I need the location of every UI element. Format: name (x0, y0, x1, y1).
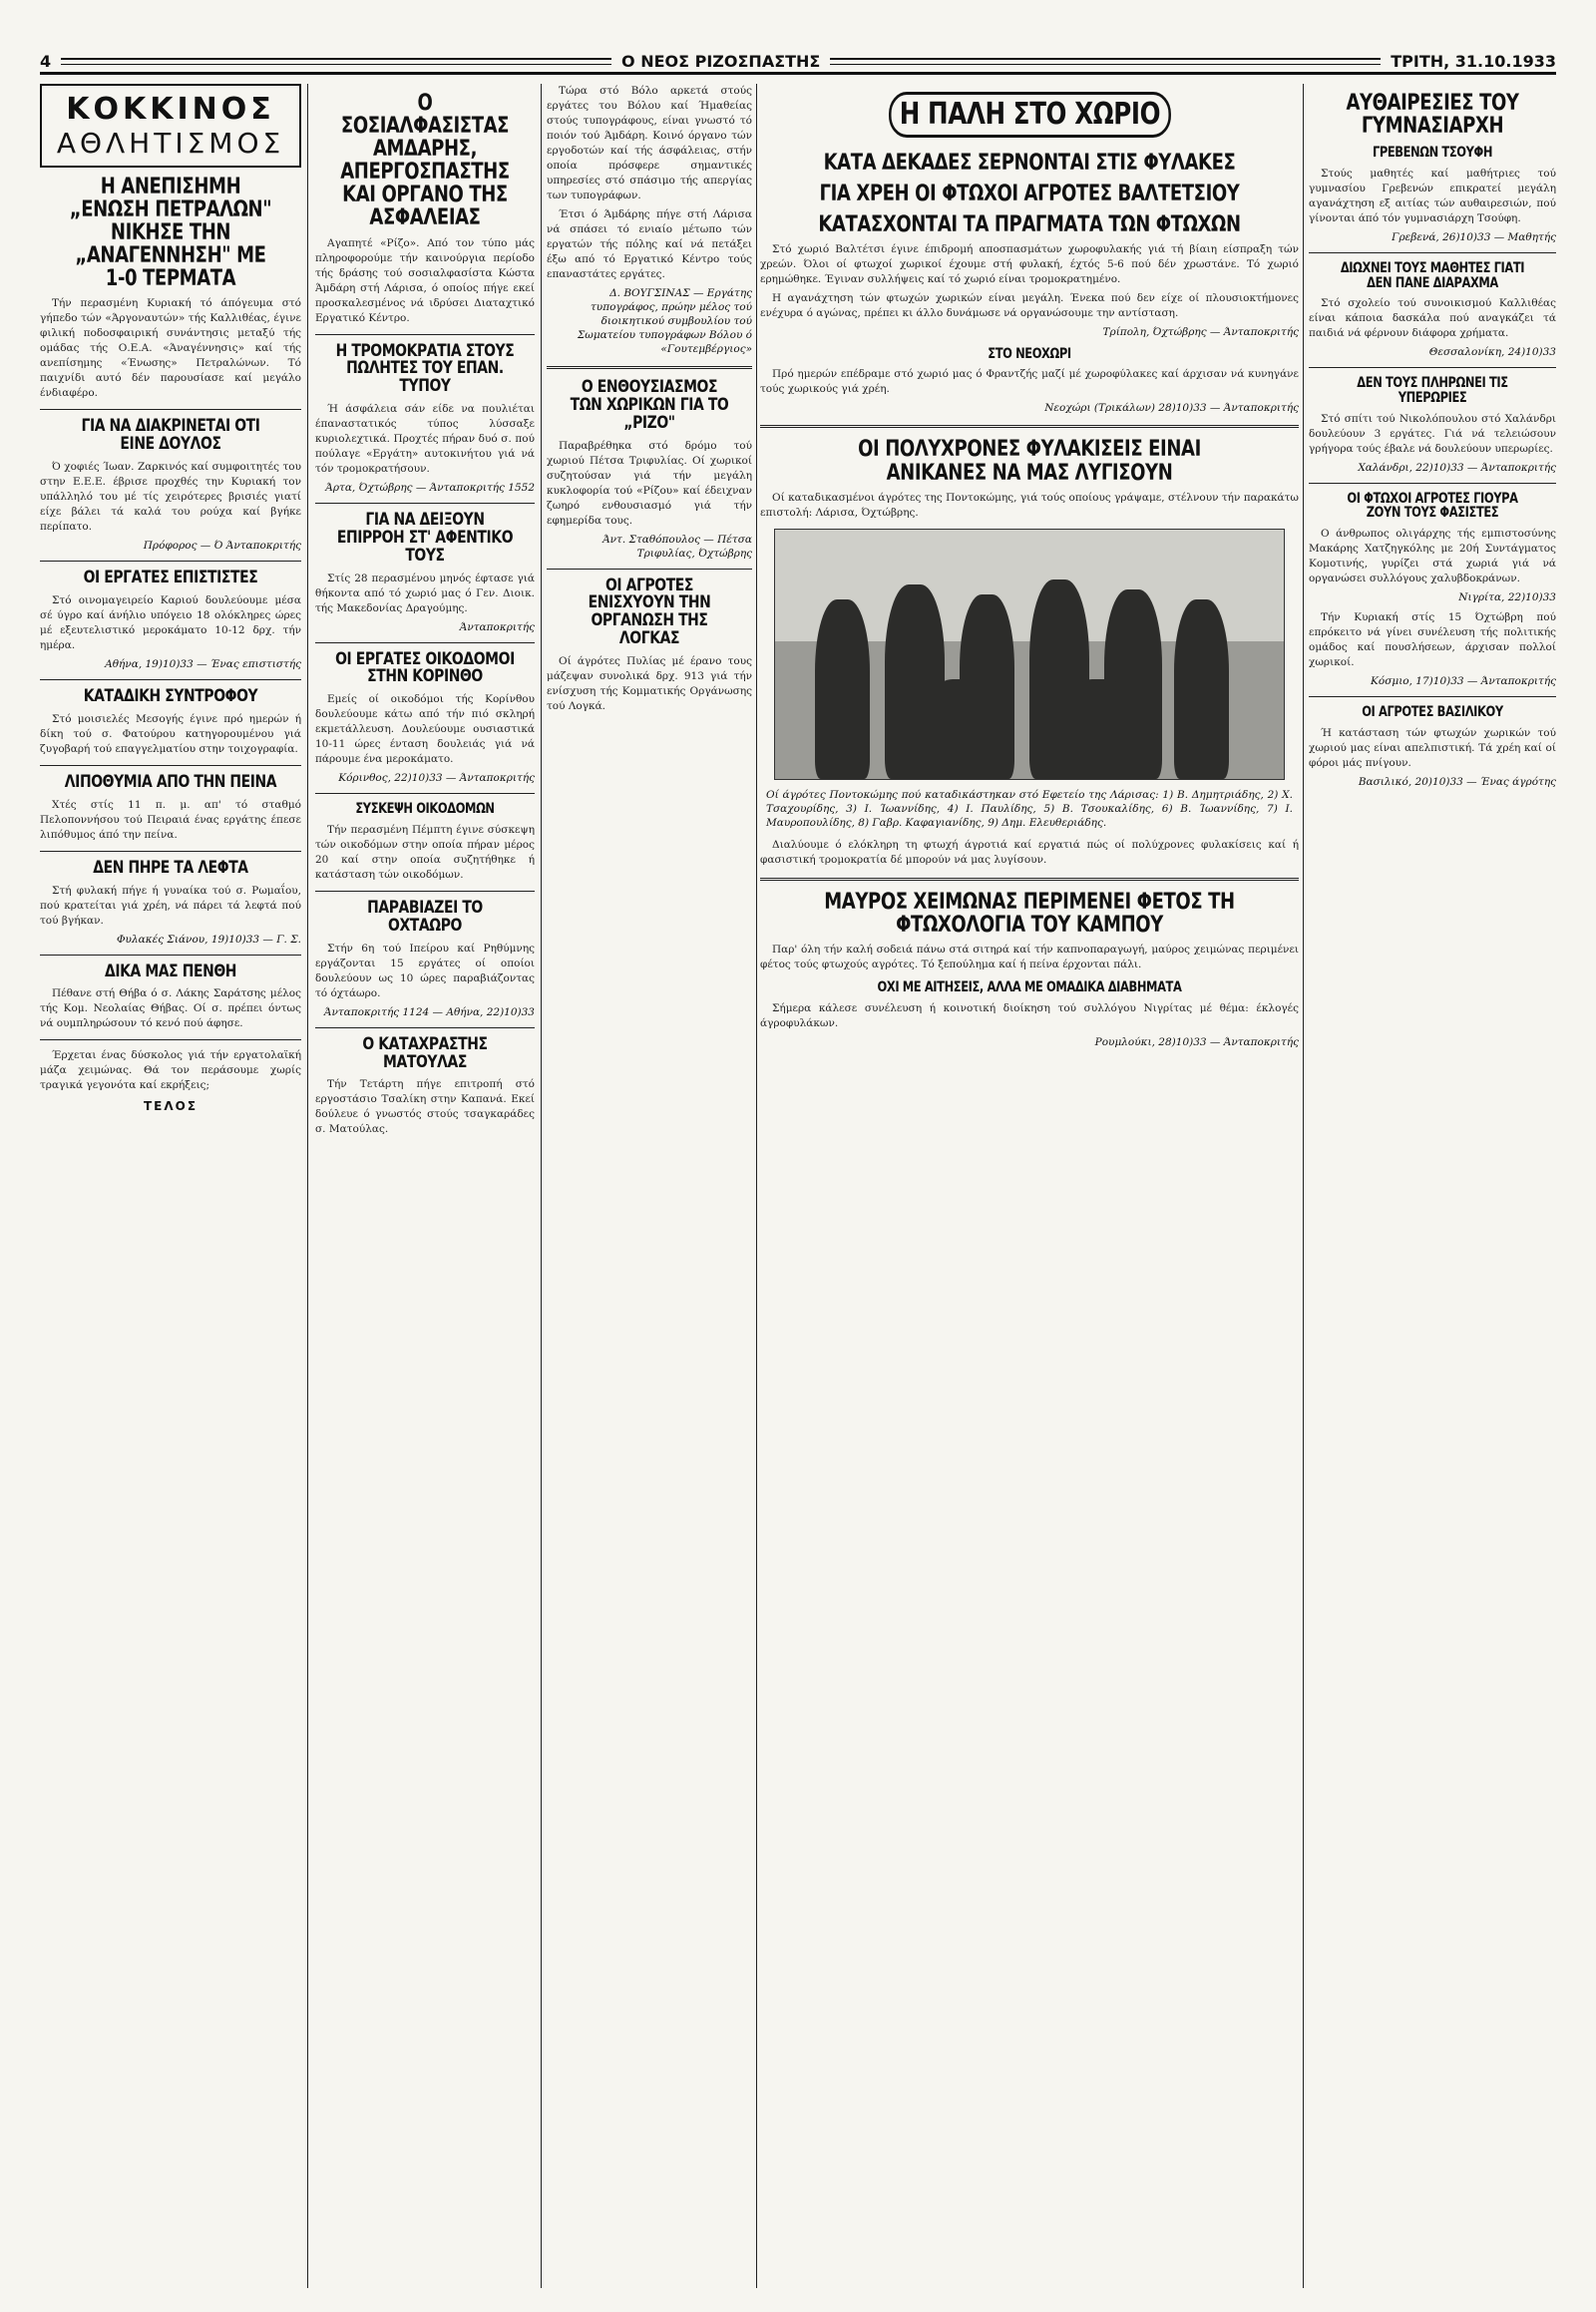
article-body: Αγαπητέ «Ρίζο». Από τον τύπο μάς πληροφορούμε τήν καινούργια περίοδο τής δράσης τού σοσιαλφασίστα Κώστα Άμδάρη στή Λάρισα, ό οποίος πήγε εκεί προσκαλεσμένος νά ιδρύσει Διαταχτικό Εργατικό Κέντρο. (315, 236, 535, 324)
article-signature: Άντ. Σταθόπουλος — Πέτσα Τριφυλίας, Όχτώβρης (602, 533, 752, 560)
column-3 (547, 84, 752, 718)
sub-headline: ΚΑΤΑΣΧΟΝΤΑΙ ΤΑ ΠΡΑΓΜΑΤΑ ΤΩΝ ΦΤΩΧΩΝ (818, 211, 1241, 237)
article-headline: ΣΥΣΚΕΨΗ ΟΙΚΟΔΟΜΩΝ (355, 801, 495, 818)
column-4 (760, 84, 1299, 1055)
article-body: Η αγανάχτηση τών φτωχών χωρικών είναι μεγάλη. Ένεκα πού δεν είχε οί πλουσιοκτήμονες ενέχυρα ό αγώνας, πρέπει κι άλλο δυνάμωσε νά οργανώσουμε την αντίσταση. (760, 291, 1299, 319)
article-body: Διαλύουμε ό ελόκληρη τη φτωχή άγροτιά καί εργατιά πώς οί πολύχρονες φυλακίσεις καί ή φασιστική τρομοκρατία δέ μπορούν νά μας λυγίσουν. (760, 838, 1299, 866)
column-divider (756, 84, 757, 2288)
article-body: Στίς 28 περασμένου μηνός έφτασε γιά θήκοντα από τό χωριό μας ό Γεν. Διοικ. τής Μακεδονίας Δραγούμης. (315, 572, 535, 614)
article-body: Στήν 6η τού Ιπείρου καί Ρηθύμνης εργάζονται 15 εργάτες οί οποίοι δουλεύουν ως 10 ώρες παραβιάζοντας τό όχτάωρο. (315, 942, 535, 999)
article-body: Ή κατάσταση τών φτωχών χωρικών τού χωριού μας είναι απελπιστική. Τά χρέη καί οί φόροι μάς πνίγουν. (1309, 726, 1556, 769)
column-divider (541, 84, 542, 2288)
article-signature: Φυλακές Σιάνου, 19)10)33 — Γ. Σ. (116, 933, 301, 946)
article-body: Ο άνθρωπος ολιγάρχης τής εμπιστοσύνης Μακάρης Χατζηγκόλης με 20ή Συντάγματος Κομοτινής, γυρίζει στά χωριά γιά νά οργανώσει συλλόγους χαλυβδοκράνων. (1309, 528, 1556, 584)
article-headline: ΓΙΑ ΝΑ ΔΕΙΞΟΥΝ ΕΠΙΡΡΟΗ ΣΤ' ΑΦΕΝΤΙΚΟ ΤΟΥΣ (336, 510, 514, 566)
issue-date: ΤΡΙΤΗ, 31.10.1933 (1391, 51, 1556, 71)
sub-headline: ΓΙΑ ΧΡΕΗ ΟΙ ΦΤΩΧΟΙ ΑΓΡΟΤΕΣ ΒΑΛΤΕΤΣΙΟΥ (819, 181, 1240, 206)
article-signature: Κόσμιο, 17)10)33 — Άνταποκριτής (1371, 675, 1556, 687)
article-headline: ΜΑΥΡΟΣ ΧΕΙΜΩΝΑΣ ΠΕΡΙΜΕΝΕΙ ΦΕΤΟΣ ΤΗ ΦΤΩΧΟΛΟΓΙΑ ΤΟΥ ΚΑΜΠΟΥ (824, 889, 1235, 938)
article-signature: Νεοχώρι (Τρικάλων) 28)10)33 — Άνταποκριτής (1044, 402, 1299, 415)
article-body: Έτσι ό Άμδάρης πήγε στή Λάρισα νά σπάσει τό ενιαίο μέτωπο τών εργατών τής πόλης καί νά πετάξει έξω από τό Εργατικό Κέντρο τούς επαναστάτες εργάτες. (547, 208, 752, 280)
article-signature: Αθήνα, 19)10)33 — Ένας επιστιστής (105, 658, 301, 670)
article-body: Ή άσφάλεια σάν είδε να πουλιέται έπαναστατικός τύπος λύσσαξε κυριολεχτικά. Προχτές πήραν δυό σ. πού πούλαγε «Εργάτη» αυτοκινήτου γιά νά τόν τρομοκρατήσουν. (315, 403, 535, 476)
article-body: Στό οινομαγειρείο Καριού δουλεύουμε μέσα σέ ύγρο καί άνήλιο υπόγειο 18 ολόκληρες ώρες μέ εξευτελιστικό μεροκάματο 10-12 δρχ. τήν ημέρα. (40, 594, 301, 651)
column-divider (307, 84, 308, 2288)
article-headline: Ο ΚΑΤΑΧΡΑΣΤΗΣ ΜΑΤΟΥΛΑΣ (362, 1033, 488, 1072)
article-signature: Πρόφορος — Ό Άνταποκριτής (143, 540, 301, 553)
article-signature: Τρίπολη, Όχτώβρης — Άνταποκριτής (1102, 325, 1299, 338)
article-headline: ΟΙ ΕΡΓΑΤΕΣ ΕΠΙΣΤΙΣΤΕΣ (83, 568, 258, 588)
article-signature: Γρεβενά, 26)10)33 — Μαθητής (1392, 230, 1556, 243)
column-2 (315, 84, 535, 1141)
article-headline: ΟΙ ΦΤΩΧΟΙ ΑΓΡΟΤΕΣ ΓΙΟΥΡΑ ΖΟΥΝ ΤΟΥΣ ΦΑΣΙΣΤΕΣ (1347, 490, 1518, 522)
article-signature: Θεσσαλονίκη, 24)10)33 (1428, 346, 1556, 359)
article-body: Τήν περασμένη Κυριακή τό άπόγευμα στό γήπεδο τών «Άργοναυτών» τής Καλλιθέας, έγινε φιλική ποδοσφαιρική συνάντησις μεταξύ τής ομάδας τής Ο.Ε.Α. «Άναγέννησις» καί τής ανεπίσημης «Ένωσης» Πετραλώνων. Τό παιχνίδι αυτό δέν παρουσίασε καί μεγάλο ένδιαφέρο. (40, 297, 301, 400)
article-headline: ΣΤΟ ΝΕΟΧΩΡΙ (988, 345, 1071, 362)
sub-headline: ΓΡΕΒΕΝΩΝ ΤΣΟΥΦΗ (1372, 145, 1493, 162)
article-body: Τήν Τετάρτη πήγε επιτροπή στό εργοστάσιο Τσαλίκη στην Καπανά. Εκεί δούλευε ό γνωστός στούς τσαγκαράδες σ. Ματούλας. (315, 1078, 535, 1136)
article-body: Παραβρέθηκα στό δρόμο τού χωριού Πέτσα Τριφυλίας. Οί χωρικοί συζητούσαν γιά τήν μεγάλη κυκλοφορία τού «Ρίζου» καί έδειχναν ζωηρό ενθουσιασμό γιά τήν εφημερίδα τους. (547, 439, 752, 527)
article-headline: ΟΙ ΑΓΡΟΤΕΣ ΒΑΣΙΛΙΚΟΥ (1362, 704, 1503, 720)
article-signature: Άνταποκριτής 1124 — Αθήνα, 22)10)33 (323, 1005, 535, 1018)
article-signature: Κόρινθος, 22)10)33 — Άνταποκριτής (338, 772, 535, 785)
article-body: Πέθανε στή Θήβα ό σ. Λάκης Σαράτσης μέλος τής Κομ. Νεολαίας Θήβας. Οί σ. πρέπει όντως νά ουμπληρώσουν τό κενό πού άφησε. (40, 987, 301, 1030)
section-kicker (40, 84, 301, 168)
article-signature: Δ. ΒΟΥΓΣΙΝΑΣ — Εργάτης τυπογράφος, πρώην μέλος τού διοικητικού συμβουλίου τού Σωματείου τυπογράφων Βόλου ό «Γουτεμβέργιος» (577, 287, 752, 355)
article-body: Οί άγρότες Πυλίας μέ έρανο τους μάζεψαν συνολικά δρχ. 913 γιά τήν ενίσχυση τής Κομματικής Οργάνωσης τού Λογκά. (547, 654, 752, 712)
article-body: Παρ' όλη τήν καλή σοδειά πάνω στά σιτηρά καί τήν καπνοπαραγωγή, μαύρος χειμώνας περιμένει φέτος τούς φτωχούς αγρότες. Τό ξεπούλημα καί ή πείνα έρχονται πάλι. (760, 943, 1299, 970)
article-body: Τώρα στό Βόλο αρκετά στούς εργάτες του Βόλου καί Ήμαθείας στούς τυπογράφους, είναι γνωστό τό ποιόν τού Άμδάρη. Κοινό όργανο τών εργοδοτών καί τής άσφάλειας, στήν οποία πρόσφερε σημαντικές υπηρεσίες στό σπάσιμο τής απεργίας των τυπογράφων. (547, 85, 752, 201)
article-body: Στό μοισιελές Μεσογής έγινε πρό ημερών ή δίκη τού σ. Φατούρου κατηγορουμένου γιά ζυγοβαρή τού επαγγελματίου στην τοιχογραφία. (40, 712, 301, 755)
article-headline: ΚΑΤΑΔΙΚΗ ΣΥΝΤΡΟΦΟΥ (83, 686, 258, 706)
article-body: Τήν περασμένη Πέμπτη έγινε σύσκεψη τών οικοδόμων στην οποία πήραν μέρος 20 καί στην οποία συζητήθηκε ή κατάσταση τών οικοδόμων. (315, 824, 535, 881)
article-body: Οί καταδικασμένοι άγρότες της Ποντοκώμης, γιά τούς οποίους γράψαμε, στέλνουν τήν παρακάτω επιστολή: Λάρισα, Όχτώβρης. (760, 491, 1299, 519)
article-headline: ΠΑΡΑΒΙΑΖΕΙ ΤΟ ΟΧΤΑΩΡΟ (367, 898, 483, 936)
column-divider (1303, 84, 1304, 2288)
article-body: Στό σχολείο τού συνοικισμού Καλλιθέας είναι κάποια δασκάλα πού αναγκάζει τά παιδιά νά φέρνουν διάφορα χρήματα. (1309, 297, 1556, 340)
article-signature: Χαλάνδρι, 22)10)33 — Άνταποκριτής (1358, 461, 1556, 474)
main-headline: Η ΠΑΛΗ ΣΤΟ ΧΩΡΙΟ (889, 92, 1171, 138)
article-headline: Η ΤΡΟΜΟΚΡΑΤΙΑ ΣΤΟΥΣ ΠΩΛΗΤΕΣ ΤΟΥ ΕΠΑΝ. ΤΥΠΟΥ (335, 340, 515, 397)
article-signature: Άρτα, Όχτώβρης — Άνταποκριτής 1552 (325, 482, 535, 495)
column-1 (40, 84, 301, 1113)
article-headline: Η ΑΝΕΠΙΣΗΜΗ „ΕΝΩΣΗ ΠΕΤΡΑΛΩΝ" ΝΙΚΗΣΕ ΤΗΝ „ΑΝΑΓΕΝΝΗΣΗ" ΜΕ 1-0 ΤΕΡΜΑΤΑ (69, 175, 272, 292)
kicker-line-2: ΑΘΛΗΤΙΣΜΟΣ (56, 127, 285, 160)
article-headline: Ο ΣΟΣΙΑΛΦΑΣΙΣΤΑΣ ΑΜΔΑΡΗΣ, ΑΠΕΡΓΟΣΠΑΣΤΗΣ ΚΑΙ ΟΡΓΑΝΟ ΤΗΣ ΑΣΦΑΛΕΙΑΣ (340, 91, 510, 231)
kicker-line-1: ΚΟΚΚΙΝΟΣ (66, 92, 275, 127)
article-signature: Νιγρίτα, 22)10)33 (1458, 591, 1556, 603)
article-body: Πρό ημερών επέδραμε στό χωριό μας ό Φραντζής μαζί μέ χωροφύλακες καί άρχισαν νά κυνηγάνε τούς χωρικούς γιά χρέη. (760, 368, 1299, 396)
article-headline: ΔΙΚΑ ΜΑΣ ΠΕΝΘΗ (104, 961, 237, 981)
article-headline: ΛΙΠΟΘΥΜΙΑ ΑΠΟ ΤΗΝ ΠΕΙΝΑ (64, 771, 277, 792)
article-body: Έρχεται ένας δύσκολος γιά τήν εργατολαϊκή μάζα χειμώνας. Θά τον περάσουμε χωρίς τραγικά γεγονότα καί εκρήξεις; (40, 1049, 301, 1092)
article-signature: Βασιλικό, 20)10)33 — Ένας άγρότης (1358, 775, 1556, 788)
article-headline: ΔΕΝ ΠΗΡΕ ΤΑ ΛΕΦΤΑ (93, 857, 248, 878)
article-body: Εμείς οί οικοδόμοι τής Κορίνθου δουλεύουμε κάτω από τήν πιό σκληρή εκμετάλλευση. Δουλεύουμε ουσιαστικά 10-11 ώρες ένταση δουλειάς γιά νά πάρουμε ένα μεροκάματο. (315, 693, 535, 766)
article-body: Ό χοφιές Ίωαν. Ζαρκινός καί συμφοιτητές του στην Ε.Ε.Ε. έβρισε προχθές την Κυριακή τον υπάλληλό του μέ τίς χειρότερες βρισιές γιατί είχε βάλει τά καλά του ρούχα καί βγήκε περίπατο. (40, 461, 301, 534)
article-headline: Ο ΕΝΘΟΥΣΙΑΣΜΟΣ ΤΩΝ ΧΩΡΙΚΩΝ ΓΙΑ ΤΟ „ΡΙΖΟ" (570, 377, 729, 433)
article-headline: ΔΙΩΧΝΕΙ ΤΟΥΣ ΜΑΘΗΤΕΣ ΓΙΑΤΙ ΔΕΝ ΠΑΝΕ ΔΙΑΡΑΧΜΑ (1340, 259, 1525, 291)
article-body: Σήμερα κάλεσε συνέλευση ή κοινοτική διοίκηση τού συλλόγου Νιγρίτας μέ θέμα: έκλογές άγροφυλάκων. (760, 1001, 1299, 1029)
article-body: Στούς μαθητές καί μαθήτριες τού γυμνασίου Γρεβενών επικρατεί μεγάλη αγανάχτηση εξ αιτίας τών αυθαιρεσιών, πού γίνονται άπό τόν γυμνασιάρχη Τσούφη. (1309, 167, 1556, 224)
photo-caption: Οί άγρότες Ποντοκώμης πού καταδικάστηκαν στό Εφετείο της Λάρισας: 1) Β. Δημητριάδης, 2) Χ. Τσαχουρίδης, 3) Ι. Ίωαννίδης, 4) Ι. Παυλίδης, 5) Β. Τσουκαλίδης, 6) Β. Ίωαννίδης, 7) Ι. Μαυροπουλίδης, 8) Γαβρ. Καφαγιανίδης, 9) Δημ. Ελευθεριάδης. (766, 788, 1293, 829)
article-headline: ΔΕΝ ΤΟΥΣ ΠΛΗΡΩΝΕΙ ΤΙΣ ΥΠΕΡΩΡΙΕΣ (1357, 375, 1508, 406)
article-body: Χτές στίς 11 π. μ. απ' τό σταθμό Πελοποννήσου τού Πειραιά ένας εργάτης έπεσε λιπόθυμος άπό την πείνα. (40, 798, 301, 841)
article-signature: Ρουμλούκι, 28)10)33 — Άνταποκριτής (1094, 1035, 1299, 1048)
article-body: Τήν Κυριακή στίς 15 Όχτώβρη πού επρόκειτο νά γίνει συνέλευση τής πολιτικής ομάδος καί πουσλήσεων, άρχισαν πολλοί χωρικοί. (1309, 611, 1556, 668)
article-headline: ΟΙ ΑΓΡΟΤΕΣ ΕΝΙΣΧΥΟΥΝ ΤΗΝ ΟΡΓΑΝΩΣΗ ΤΗΣ ΛΟΓΚΑΣ (588, 575, 711, 649)
article-signature: Άνταποκριτής (459, 620, 535, 633)
group-photo (774, 529, 1285, 780)
article-headline: ΓΙΑ ΝΑ ΔΙΑΚΡΙΝΕΤΑΙ ΟΤΙ ΕΙΝΕ ΔΟΥΛΟΣ (81, 416, 260, 455)
page-number: 4 (40, 51, 52, 71)
sub-headline: ΚΑΤΑ ΔΕΚΑΔΕΣ ΣΕΡΝΟΝΤΑΙ ΣΤΙΣ ΦΥΛΑΚΕΣ (823, 150, 1236, 176)
column-5 (1309, 84, 1556, 795)
article-headline: ΟΧΙ ΜΕ ΑΙΤΗΣΕΙΣ, ΑΛΛΑ ΜΕ ΟΜΑΔΙΚΑ ΔΙΑΒΗΜΑΤΑ (877, 978, 1182, 995)
article-headline: ΟΙ ΕΡΓΑΤΕΣ ΟΙΚΟΔΟΜΟΙ ΣΤΗΝ ΚΟΡΙΝΘΟ (335, 648, 515, 687)
article-body: Στό χωριό Βαλτέτσι έγινε έπιδρομή αποσπασμάτων χωροφυλακής γιά τή βίαιη είσπραξη τών χρεών. Όλοι οί φτωχοί χωρικοί έχουμε στή φυλακή, έχτός 5-6 πού δέν χρωστάνε. Τό χωριό ερημώθηκε. Έγιναν συλλήψεις καί τό χωριό είναι τρομοκρατημένο. (760, 242, 1299, 285)
article-end: ΤΕΛΟΣ (143, 1099, 199, 1114)
masthead (40, 50, 1556, 75)
article-body: Στό σπίτι τού Νικολόπουλου στό Χαλάνδρι δουλεύουν 3 εργάτες. Γιά νά τελειώσουν γρήγορα τούς έβαλε νά δουλεύουν υπερωρίες. (1309, 412, 1556, 455)
newspaper-title: Ο ΝΕΟΣ ΡΙΖΟΣΠΑΣΤΗΣ (621, 51, 821, 71)
article-headline: ΑΥΘΑΙΡΕΣΙΕΣ ΤΟΥ ΓΥΜΝΑΣΙΑΡΧΗ (1346, 91, 1519, 140)
article-body: Στή φυλακή πήγε ή γυναίκα τού σ. Ρωμαΐου, πού κρατείται γιά χρέη, νά πάρει τά λεφτά πού τού βγήκαν. (40, 884, 301, 927)
article-headline: ΟΙ ΠΟΛΥΧΡΟΝΕΣ ΦΥΛΑΚΙΣΕΙΣ ΕΙΝΑΙ ΑΝΙΚΑΝΕΣ ΝΑ ΜΑΣ ΛΥΓΙΣΟΥΝ (858, 437, 1201, 486)
